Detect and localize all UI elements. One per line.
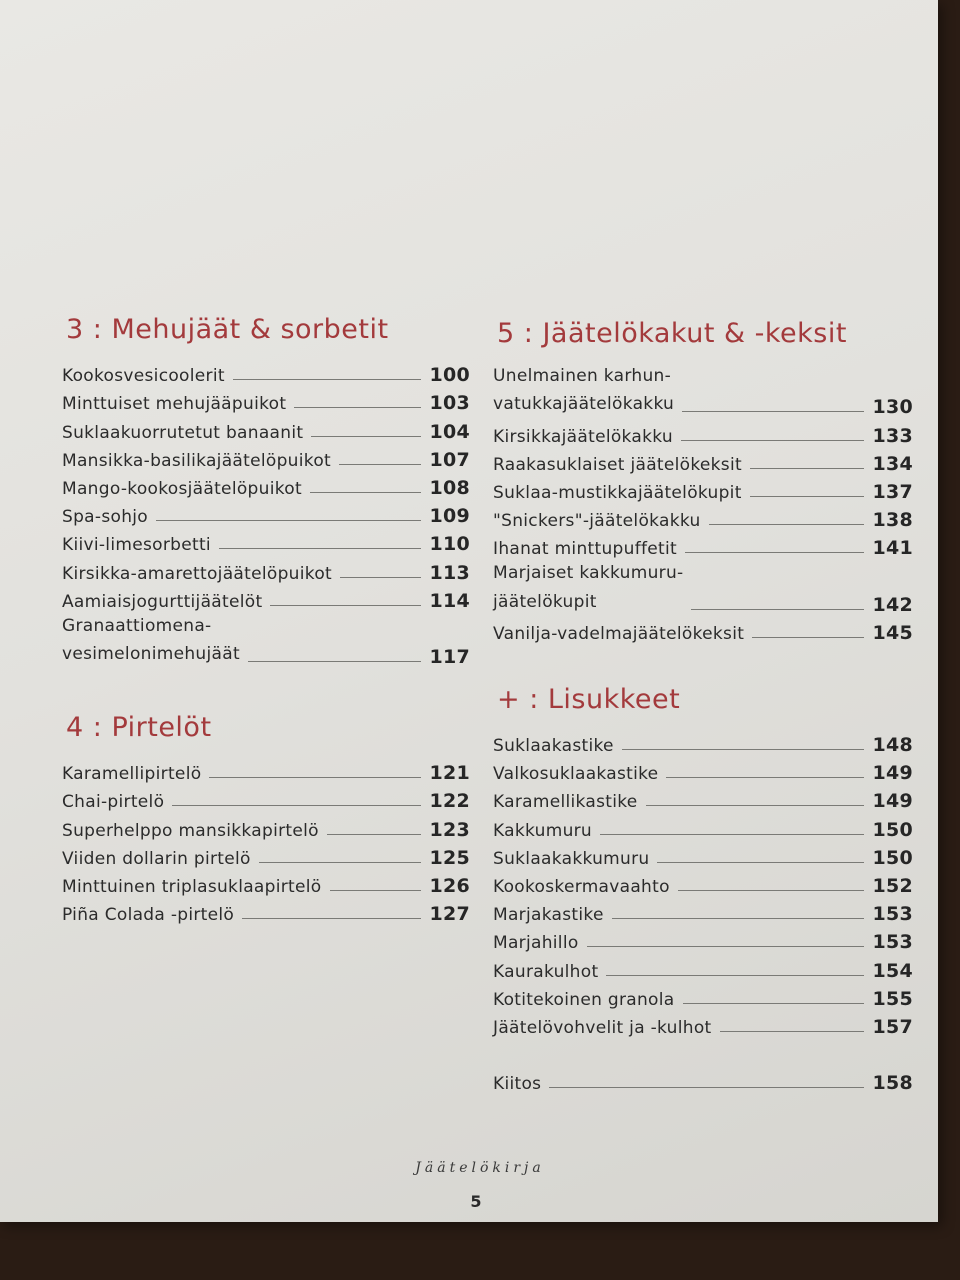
leader-line [327,834,422,835]
toc-entry [493,1010,913,1038]
leader-line [156,520,421,521]
entry-name-line: Marjaiset kakkumuru- [493,563,684,584]
entry-name: Mansikka-basilikajäätelöpuikot [62,450,331,471]
entry-page: 126 [429,875,470,898]
entry-name: Kaurakulhot [493,961,599,982]
leader-line [657,862,864,863]
entry-name: Suklaakakkumuru [493,848,650,869]
toc-right-column [493,316,913,1094]
section-spacer [493,1038,913,1066]
leader-line [259,862,422,863]
leader-line [681,440,864,441]
toc-entry [493,841,913,869]
leader-line [709,524,865,525]
entry-page: 153 [872,903,913,926]
entry-page: 130 [872,396,913,419]
toc-entry [62,555,470,583]
entry-name: Karamellipirtelö [62,764,202,785]
leader-line [219,548,422,549]
page-number: 5 [470,1192,482,1211]
toc-entry [493,784,913,812]
entry-page: 134 [872,452,913,475]
entry-name: Chai-pirtelö [62,792,165,813]
toc-entry [62,499,470,527]
entry-name: Suklaakuorrutetut banaanit [62,422,304,443]
toc-entry [493,362,913,418]
leader-line [233,379,422,380]
entry-name: Spa-sohjo [62,507,148,528]
entry-page: 110 [429,533,470,556]
entry-page: 125 [429,846,470,869]
entry-page: 155 [872,987,913,1010]
leader-line [242,918,421,919]
entry-name: Kiitos [493,1074,542,1095]
entry-page: 145 [872,621,913,644]
section-heading: + : Lisukkeet [497,683,681,715]
entry-page: 109 [429,505,470,528]
entry-name: Minttuiset mehujääpuikot [62,394,287,415]
entry-page: 157 [872,1015,913,1038]
leader-line [310,492,421,493]
leader-line [685,552,864,553]
entry-name: Kirsikkajäätelökakku [493,426,673,447]
entry-name: Jäätelövohvelit ja -kulhot [493,1017,712,1038]
leader-line [209,777,421,778]
leader-line [294,407,421,408]
leader-line [682,411,864,412]
entry-page: 149 [872,790,913,813]
entry-name-line: jäätelökupit [493,591,597,612]
toc-section-3 [62,312,470,668]
entry-page: 100 [429,364,470,387]
entry-name-line: vatukkajäätelökakku [493,394,675,415]
entry-page: 104 [429,420,470,443]
entry-page: 149 [872,762,913,785]
entry-name: Minttuinen triplasuklaapirtelö [62,877,322,898]
toc-entry [493,447,913,475]
leader-line [549,1087,864,1088]
entry-name: Kirsikka-amarettojäätelöpuikot [62,563,332,584]
leader-line [678,890,865,891]
entry-name: Kookosvesicoolerit [62,366,225,387]
entry-name: Raakasuklaiset jäätelökeksit [493,454,742,475]
toc-entry [493,869,913,897]
entry-page: 108 [429,476,470,499]
entry-page: 107 [429,448,470,471]
entry-name: Kiivi-limesorbetti [62,535,211,556]
entry-name: Ihanat minttupuffetit [493,539,677,560]
toc-entry [493,925,913,953]
toc-entry [62,841,470,869]
entry-name-line: Granaattiomena- [62,615,212,636]
leader-line [311,436,421,437]
toc-entry [62,756,470,784]
entry-list [493,362,913,644]
leader-line [622,749,865,750]
toc-section-plus [493,682,913,1038]
entry-page: 137 [872,480,913,503]
toc-section-5 [493,316,913,644]
entry-page: 153 [872,931,913,954]
section-spacer [493,644,913,682]
toc-entry [62,812,470,840]
entry-name [493,559,683,615]
toc-entry [62,584,470,612]
entry-name: Viiden dollarin pirtelö [62,848,251,869]
toc-entry [493,728,913,756]
leader-line [752,637,864,638]
entry-name [493,362,674,418]
entry-page: 154 [872,959,913,982]
toc-entry [62,897,470,925]
entry-name: Marjakastike [493,905,604,926]
toc-entry [493,953,913,981]
section-heading: 4 : Pirtelöt [66,712,212,744]
entry-page: 122 [429,790,470,813]
toc-section-4 [62,710,470,925]
toc-entry [62,612,470,668]
leader-line [612,918,865,919]
entry-list [62,358,470,668]
leader-line [683,1003,865,1004]
leader-line [587,946,865,947]
entry-page: 142 [872,593,913,616]
entry-page: 158 [872,1072,913,1095]
toc-entry [62,471,470,499]
running-footer-title: Jäätelökirja [415,1160,545,1176]
toc-entry [62,527,470,555]
leader-line [172,805,421,806]
leader-line [248,661,422,662]
toc-entry [493,475,913,503]
entry-list [493,728,913,1038]
leader-line [340,577,421,578]
entry-page: 133 [872,424,913,447]
toc-entry [493,418,913,446]
entry-page: 103 [429,392,470,415]
toc-entry [62,784,470,812]
toc-entry [493,897,913,925]
entry-page: 141 [872,537,913,560]
leader-line [606,975,864,976]
section-heading: 3 : Mehujäät & sorbetit [66,314,389,345]
toc-entry [62,869,470,897]
entry-list [62,756,470,925]
entry-page: 121 [429,762,470,785]
entry-name: Valkosuklaakastike [493,764,659,785]
toc-entry [493,559,913,615]
entry-page: 117 [429,646,470,669]
toc-entry [493,756,913,784]
leader-line [270,605,421,606]
entry-page: 150 [872,846,913,869]
leader-line [691,609,864,610]
section-heading: 5 : Jäätelökakut & -keksit [497,318,847,349]
thanks-entry-list [493,1066,913,1094]
toc-entry [493,982,913,1010]
entry-name: Piña Colada -pirtelö [62,905,235,926]
toc-entry [62,414,470,442]
entry-name: Superhelppo mansikkapirtelö [62,820,319,841]
leader-line [750,468,864,469]
entry-name: "Snickers"-jäätelökakku [493,511,701,532]
toc-entry [493,503,913,531]
entry-page: 127 [429,903,470,926]
entry-name: Kotitekoinen granola [493,989,675,1010]
entry-name: Marjahillo [493,933,579,954]
toc-entry [493,531,913,559]
toc-entry [62,443,470,471]
entry-name: Aamiaisjogurttijäätelöt [62,591,263,612]
leader-line [600,834,864,835]
toc-entry [493,616,913,644]
entry-page: 138 [872,509,913,532]
leader-line [339,464,421,465]
toc-left-column [62,312,470,925]
entry-name: Suklaa-mustikkajäätelökupit [493,482,742,503]
leader-line [330,890,422,891]
entry-page: 123 [429,818,470,841]
toc-entry [493,812,913,840]
entry-name [62,612,240,668]
entry-name: Vanilja-vadelmajäätelökeksit [493,623,745,644]
entry-page: 113 [429,561,470,584]
entry-name-line: vesimelonimehujäät [62,643,240,664]
entry-name: Karamellikastike [493,792,638,813]
entry-page: 152 [872,875,913,898]
leader-line [646,805,865,806]
entry-page: 114 [429,589,470,612]
leader-line [750,496,865,497]
entry-page: 150 [872,818,913,841]
entry-name: Kakkumuru [493,820,593,841]
leader-line [666,777,864,778]
toc-entry [62,358,470,386]
entry-name: Suklaakastike [493,736,614,757]
toc-entry [62,386,470,414]
entry-name: Kookoskermavaahto [493,877,670,898]
entry-name-line: Unelmainen karhun- [493,365,672,386]
leader-line [720,1031,865,1032]
entry-name: Mango-kookosjäätelöpuikot [62,478,302,499]
toc-entry-thanks [493,1066,913,1094]
section-spacer [62,668,470,710]
entry-page: 148 [872,734,913,757]
